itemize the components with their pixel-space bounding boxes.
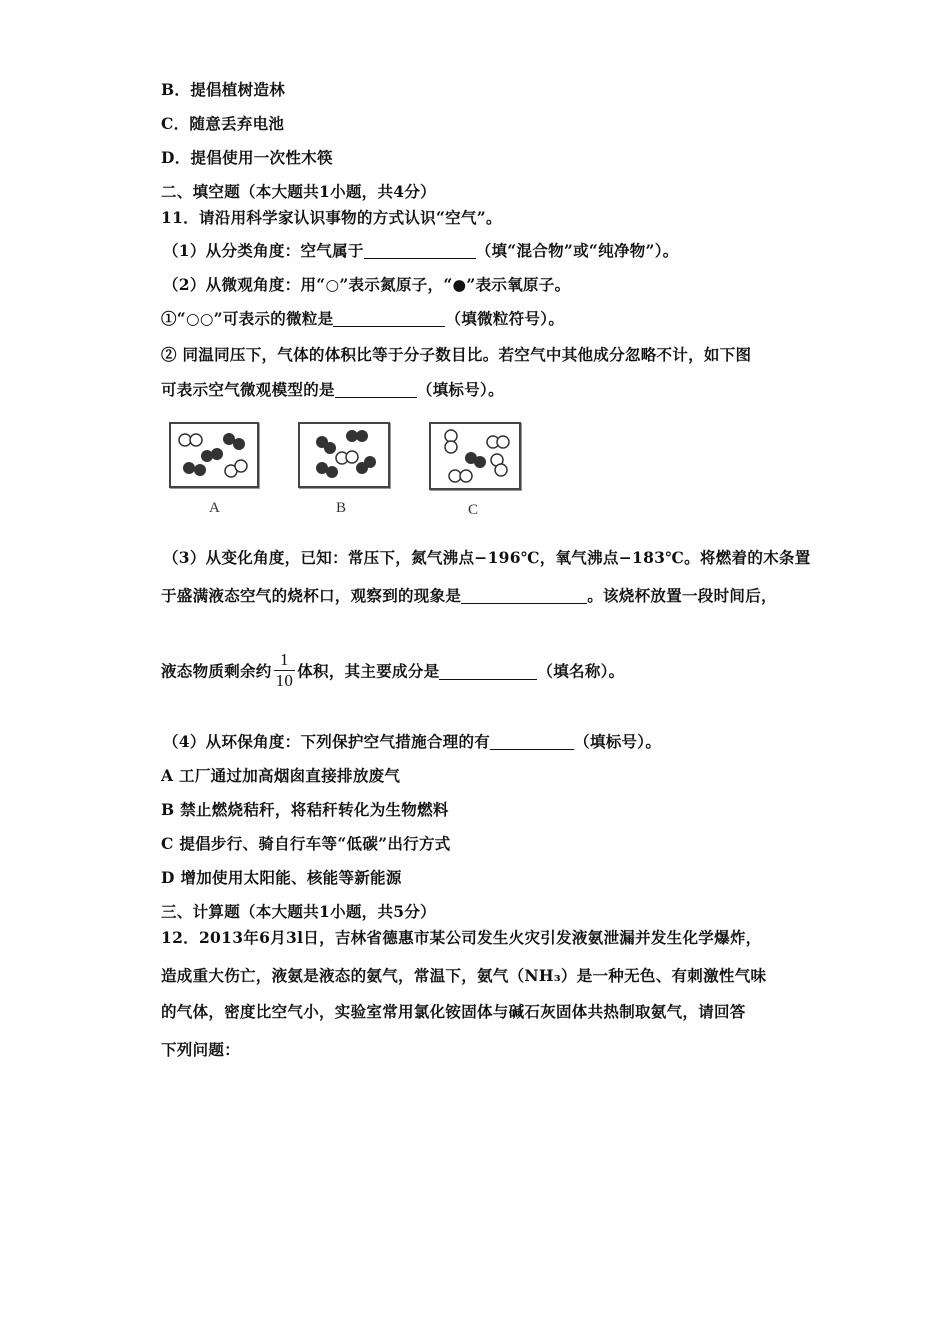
q11-part3-line2: 于盛满液态空气的烧杯口，观察到的现象是 。该烧杯放置一段时间后，: [161, 586, 777, 605]
question-12-line3: 的气体，密度比空气小，实验室常用氯化铵固体与碱石灰固体共热制取氨气，请回答: [161, 1002, 746, 1021]
q11-part1: （1）从分类角度：空气属于 （填“混合物”或“纯净物”）。: [163, 241, 679, 260]
model-box-c: [429, 422, 521, 490]
q11-option-c: C 提倡步行、骑自行车等“低碳”出行方式: [161, 834, 451, 853]
question-11-title: 11．请沿用科学家认识事物的方式认识“空气”。: [161, 208, 502, 227]
q11-part2: （2）从微观角度：用“○”表示氮原子，“●”表示氧原子。: [163, 275, 571, 294]
question-12-line2: 造成重大伤亡，液氨是液态的氨气，常温下，氨气（NH₃）是一种无色、有刺激性气味: [161, 966, 767, 985]
model-label-a: A: [209, 500, 220, 516]
molecular-model-figure: [165, 416, 525, 526]
model-label-b: B: [336, 500, 347, 516]
model-box-a: [169, 422, 259, 488]
q11-part4: （4）从环保角度：下列保护空气措施合理的有 （填标号）。: [163, 732, 662, 751]
option-b: B．提倡植树造林: [161, 80, 286, 99]
section-heading-calc: 三、计算题（本大题共1小题，共5分）: [161, 902, 436, 921]
q11-part3-line3: 液态物质剩余约 $\frac{1}{10}$ 体积，其主要成分是 （填名称）。: [161, 650, 625, 690]
option-d: D．提倡使用一次性木筷: [161, 148, 333, 167]
answer-blank[interactable]: [333, 310, 445, 327]
answer-blank[interactable]: [439, 663, 537, 680]
q11-part3-line1: （3）从变化角度，已知：常压下，氮气沸点−196℃，氧气沸点−183℃。将燃着的木条置: [163, 548, 811, 567]
answer-blank[interactable]: [461, 587, 587, 604]
q11-option-d: D 增加使用太阳能、核能等新能源: [161, 868, 402, 887]
answer-blank[interactable]: [490, 733, 574, 750]
model-a-molecules: [171, 424, 257, 486]
fraction-one-tenth: $\frac{1}{10}$: [275, 650, 294, 690]
q11-part2a: ①“○○”可表示的微粒是 （填微粒符号）。: [161, 309, 565, 328]
answer-blank[interactable]: [335, 381, 417, 398]
q11-option-b: B 禁止燃烧秸秆，将秸秆转化为生物燃料: [161, 800, 449, 819]
option-c: C．随意丢弃电池: [161, 114, 285, 133]
model-box-b: [298, 422, 390, 488]
section-heading-fill: 二、填空题（本大题共1小题，共4分）: [161, 182, 436, 201]
question-12-line1: 12．2013年6月3l日，吉林省德惠市某公司发生火灾引发液氨泄漏并发生化学爆炸，: [161, 928, 762, 947]
model-c-molecules: [431, 424, 519, 488]
q11-part2b-line2: 可表示空气微观模型的是 （填标号）。: [161, 380, 504, 399]
q11-option-a: A 工厂通过加高烟囱直接排放废气: [161, 766, 401, 785]
model-b-molecules: [300, 424, 388, 486]
answer-blank[interactable]: [364, 242, 476, 259]
question-12-line4: 下列问题：: [161, 1040, 241, 1059]
model-label-c: C: [468, 502, 479, 518]
q11-part2b-line1: ② 同温同压下，气体的体积比等于分子数目比。若空气中其他成分忽略不计，如下图: [161, 345, 752, 364]
